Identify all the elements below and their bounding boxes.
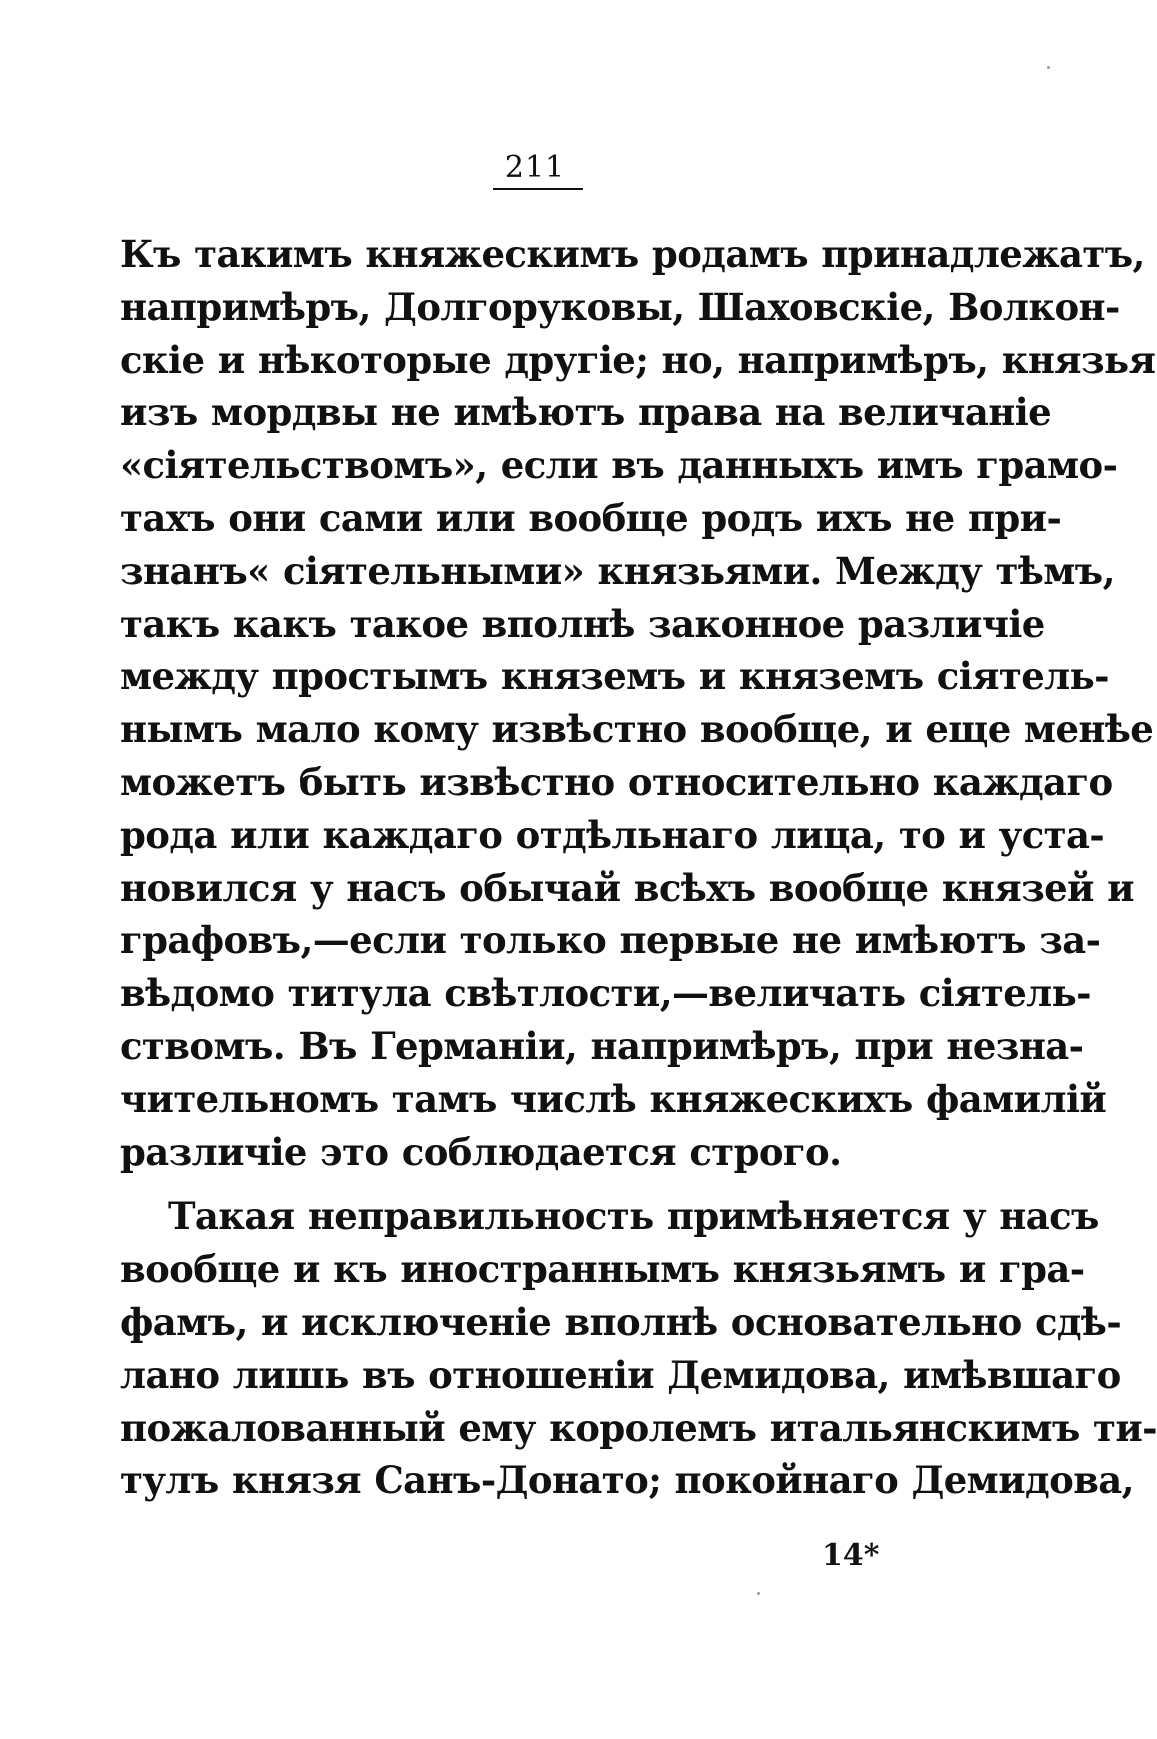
text-line: рода или каждаго отдѣльнаго лица, то и уста- — [120, 812, 1105, 857]
text-line: между простымъ княземъ и княземъ сіятель- — [120, 654, 1109, 699]
text-line: ствомъ. Въ Германіи, напримѣръ, при незна- — [120, 1023, 1084, 1068]
page-number-rule — [493, 188, 583, 190]
text-line: Къ такимъ княжескимъ родамъ принадлежатъ, — [120, 232, 1145, 276]
text-line: вѣдомо титула свѣтлости,—величать сіятель- — [120, 971, 1091, 1016]
text-line: тахъ они сами или вообще родъ ихъ не при- — [120, 495, 1062, 540]
text-line: чительномъ тамъ числѣ княжескихъ фамилій — [120, 1076, 1107, 1121]
text-line: лано лишь въ отношеніи Демидова, имѣвшаго — [120, 1352, 1121, 1397]
body-text — [120, 228, 1157, 1507]
printers-signature-mark: 14* — [822, 1538, 880, 1573]
text-line: Такая неправильность примѣняется у насъ — [168, 1194, 1099, 1239]
text-line: вообще и къ иностраннымъ князьямъ и гра- — [120, 1247, 1085, 1292]
paragraph-2 — [120, 1190, 1157, 1507]
text-line: тулъ князя Санъ-Донато; покойнаго Демидова, — [120, 1458, 1134, 1503]
text-line: напримѣръ, Долгоруковы, Шаховскіе, Волкон- — [120, 284, 1120, 329]
text-line: графовъ,—если только первые не имѣютъ за- — [120, 918, 1101, 963]
text-line: знанъ« сіятельными» князьями. Между тѣмъ, — [120, 548, 1115, 593]
text-line: такъ какъ такое вполнѣ законное различіе — [120, 601, 1045, 646]
text-line: скіе и нѣкоторые другіе; но, напримѣръ, князья — [120, 337, 1156, 382]
paper-speck — [757, 1592, 760, 1595]
paragraph-1 — [120, 228, 1156, 1178]
text-line: можетъ быть извѣстно относительно каждаго — [120, 759, 1113, 804]
page-number: 211 — [504, 150, 566, 185]
paper-speck — [1047, 66, 1050, 69]
text-line: «сіятельствомъ», если въ данныхъ имъ грамо- — [120, 443, 1118, 488]
text-line: фамъ, и исключеніе вполнѣ основательно сдѣ- — [120, 1299, 1122, 1344]
text-line: пожалованный ему королемъ итальянскимъ ти- — [120, 1405, 1157, 1450]
paragraph-gap — [120, 1178, 958, 1190]
text-line: различіе это соблюдается строго. — [120, 1129, 842, 1174]
text-line: нымъ мало кому извѣстно вообще, и еще менѣе — [120, 707, 1154, 752]
text-line: изъ мордвы не имѣютъ права на величаніе — [120, 390, 1052, 435]
text-line: новился у насъ обычай всѣхъ вообще князей и — [120, 865, 1135, 910]
